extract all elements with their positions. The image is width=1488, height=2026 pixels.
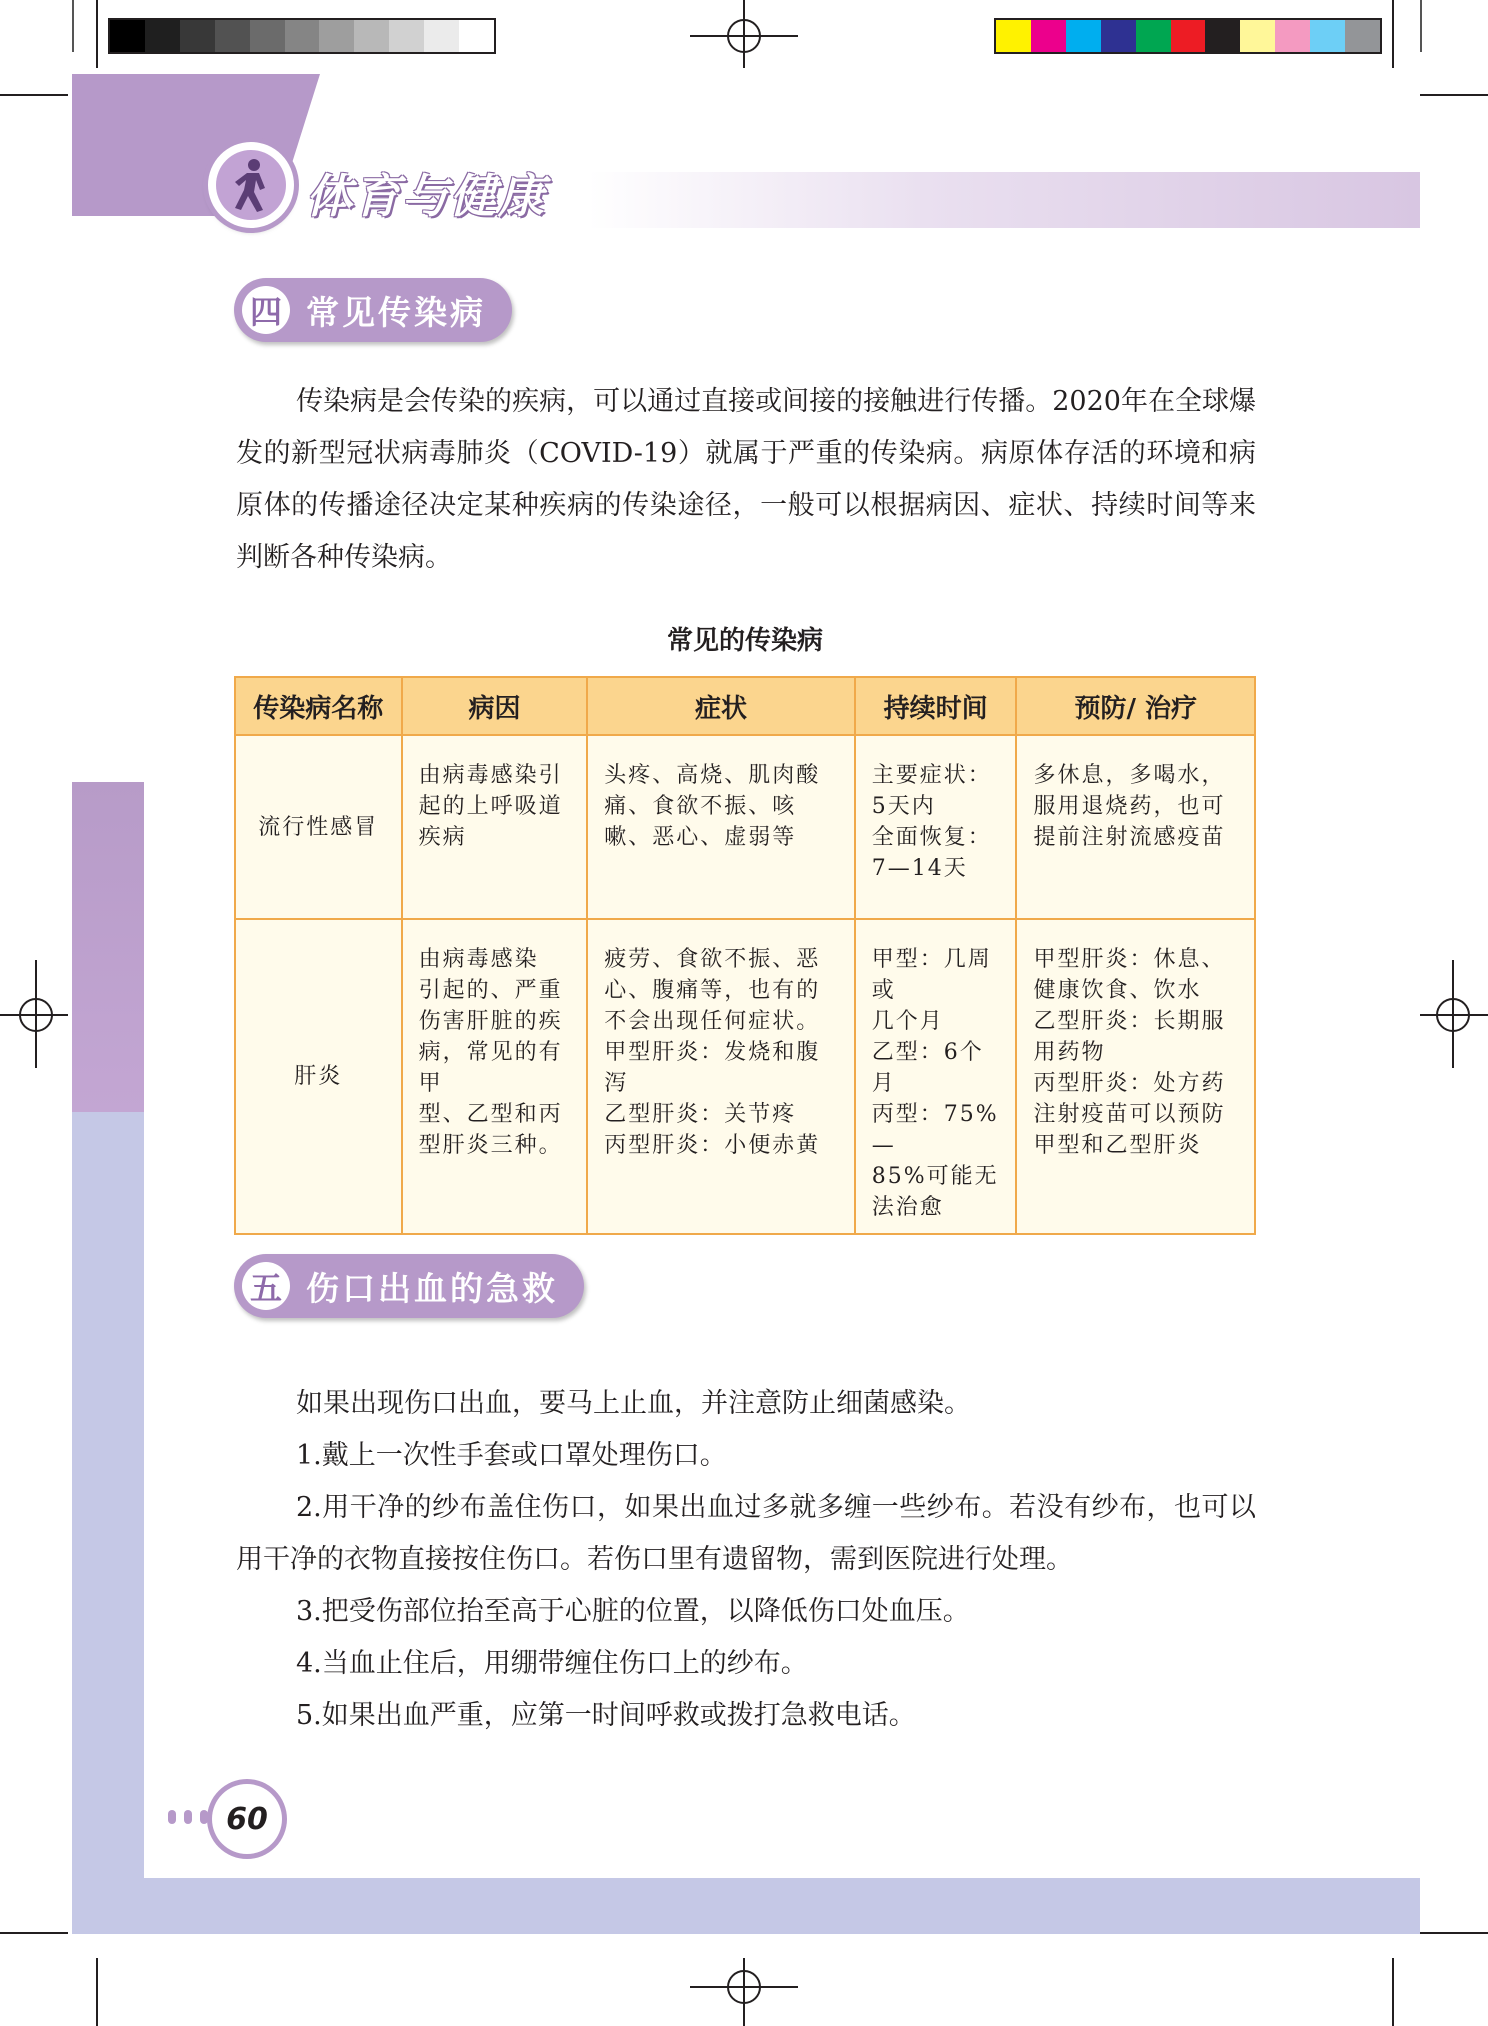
color-swatch	[319, 20, 354, 52]
column-header: 持续时间	[855, 677, 1017, 735]
cell-line: 健康饮食、饮水	[1033, 978, 1202, 1003]
section-title: 常见传染病	[306, 292, 486, 332]
cell-line: 疾病	[418, 825, 467, 850]
crop-mark	[0, 94, 68, 96]
duration-cell	[855, 919, 1017, 1234]
cause-cell	[402, 735, 588, 919]
color-swatch	[354, 20, 389, 52]
trim-line	[1420, 0, 1422, 52]
cell-line: 起的上呼吸道	[418, 794, 563, 819]
crop-mark	[1420, 94, 1488, 96]
cell-line: 7—14天	[871, 856, 968, 881]
column-header: 症状	[587, 677, 854, 735]
section5-intro: 如果出现伤口出血，要马上止血，并注意防止细菌感染。	[296, 1388, 971, 1419]
column-header: 传染病名称	[235, 677, 402, 735]
cell-line: 乙型肝炎：长期服	[1033, 1009, 1226, 1034]
cell-line: 丙型肝炎：处方药	[1033, 1071, 1226, 1096]
color-swatch	[996, 20, 1031, 52]
duration-cell	[855, 735, 1017, 919]
color-swatch	[1066, 20, 1101, 52]
disease-name: 肝炎	[235, 919, 402, 1234]
color-swatch-strip	[994, 18, 1382, 54]
cell-line: 伤害肝脏的疾	[418, 1009, 563, 1034]
page-number: 60	[212, 1784, 282, 1854]
color-swatch	[250, 20, 285, 52]
first-aid-step: 5.如果出血严重，应第一时间呼救或拨打急救电话。	[296, 1700, 916, 1731]
cell-line: 痛、食欲不振、咳	[604, 794, 797, 819]
cell-line: 由病毒感染	[418, 947, 539, 972]
cell-line: 病，常见的有甲	[418, 1040, 563, 1096]
cell-line: 注射疫苗可以预防	[1033, 1102, 1226, 1127]
section-number: 五	[242, 1262, 290, 1310]
symptoms-cell	[587, 735, 854, 919]
section-title: 伤口出血的急救	[306, 1268, 558, 1308]
cell-line: 法治愈	[871, 1195, 944, 1220]
first-aid-step: 1.戴上一次性手套或口罩处理伤口。	[296, 1440, 727, 1471]
gray-swatch-strip	[108, 18, 496, 54]
column-header: 预防/ 治疗	[1016, 677, 1255, 735]
cell-line: 嗽、恶心、虚弱等	[604, 825, 797, 850]
section-number: 四	[242, 286, 290, 334]
treatment-cell	[1016, 919, 1255, 1234]
color-swatch	[1171, 20, 1206, 52]
symptoms-cell	[587, 919, 854, 1234]
cell-line: 服用退烧药，也可	[1033, 794, 1226, 819]
color-swatch	[424, 20, 459, 52]
color-swatch	[1205, 20, 1240, 52]
athlete-icon	[227, 158, 275, 212]
cell-line: 主要症状：	[871, 763, 992, 788]
trim-line	[72, 0, 74, 52]
cell-line: 全面恢复：	[871, 825, 992, 850]
color-swatch	[459, 20, 494, 52]
crop-mark	[96, 1958, 98, 2026]
cell-line: 5天内	[871, 794, 936, 819]
treatment-cell	[1016, 735, 1255, 919]
color-swatch	[1136, 20, 1171, 52]
cell-line: 乙型：6个月	[871, 1040, 984, 1096]
crop-mark	[0, 1932, 68, 1934]
crop-mark	[96, 0, 98, 68]
cell-line: 甲型和乙型肝炎	[1033, 1133, 1202, 1158]
cell-line: 甲型：几周或	[871, 947, 992, 1003]
cell-line: 型、乙型和丙	[418, 1102, 563, 1127]
disease-name: 流行性感冒	[235, 735, 402, 919]
cell-line: 由病毒感染引	[418, 763, 563, 788]
section-heading-5	[234, 1254, 584, 1318]
page-number-dots	[168, 1810, 208, 1824]
section4-paragraph	[236, 376, 1256, 584]
color-swatch	[389, 20, 424, 52]
crop-mark	[1420, 1932, 1488, 1934]
cell-line: 不会出现任何症状。	[604, 1009, 821, 1034]
color-swatch	[1345, 20, 1380, 52]
color-swatch	[145, 20, 180, 52]
color-swatch	[1101, 20, 1136, 52]
crop-mark	[1392, 1958, 1394, 2026]
bottom-band	[72, 1878, 1420, 1934]
crop-mark	[1392, 0, 1394, 68]
color-swatch	[285, 20, 320, 52]
table-caption: 常见的传染病	[666, 626, 823, 656]
left-side-band-accent	[72, 782, 144, 1112]
cell-line: 提前注射流感疫苗	[1033, 825, 1226, 850]
color-swatch	[1310, 20, 1345, 52]
header-logo	[208, 142, 294, 228]
cell-line: 引起的、严重	[418, 978, 563, 1003]
table-row	[235, 735, 1255, 919]
first-aid-step: 4.当血止住后，用绷带缠住伤口上的纱布。	[296, 1648, 808, 1679]
color-swatch	[1240, 20, 1275, 52]
table-row	[235, 919, 1255, 1234]
section-heading-4	[234, 278, 512, 342]
color-swatch	[215, 20, 250, 52]
paragraph-text: 传染病是会传染的疾病，可以通过直接或间接的接触进行传播。2020年在全球爆发的新型冠状病毒肺炎（COVID-19）就属于严重的传染病。病原体存活的环境和病原体的传播途径决定某种疾病的传染途径，一般可以根据病因、症状、持续时间等来判断各种传染病。	[236, 386, 1256, 573]
cell-line: 疲劳、食欲不振、恶	[604, 947, 821, 972]
header-gradient-bar	[588, 172, 1420, 228]
first-aid-step: 2.用干净的纱布盖住伤口，如果出血过多就多缠一些纱布。若没有纱布，也可以用干净的衣物直接按住伤口。若伤口里有遗留物，需到医院进行处理。	[236, 1492, 1256, 1575]
color-swatch	[1275, 20, 1310, 52]
color-swatch	[180, 20, 215, 52]
color-swatch	[110, 20, 145, 52]
table-header-row	[235, 677, 1255, 735]
infectious-disease-table	[234, 676, 1256, 1235]
column-header: 病因	[402, 677, 588, 735]
cell-line: 型肝炎三种。	[418, 1133, 563, 1158]
cause-cell	[402, 919, 588, 1234]
header-title: 体育与健康	[306, 169, 546, 223]
first-aid-step: 3.把受伤部位抬至高于心脏的位置，以降低伤口处血压。	[296, 1596, 970, 1627]
cell-line: 丙型：75%—	[871, 1102, 999, 1158]
cell-line: 几个月	[871, 1009, 944, 1034]
cell-line: 多休息，多喝水，	[1033, 763, 1226, 788]
cell-line: 心、腹痛等，也有的	[604, 978, 821, 1003]
cell-line: 乙型肝炎：关节疼	[604, 1102, 797, 1127]
cell-line: 85%可能无	[871, 1164, 999, 1189]
cell-line: 丙型肝炎：小便赤黄	[604, 1133, 821, 1158]
cell-line: 头疼、高烧、肌肉酸	[604, 763, 821, 788]
color-swatch	[1031, 20, 1066, 52]
cell-line: 甲型肝炎：休息、	[1033, 947, 1226, 972]
cell-line: 用药物	[1033, 1040, 1106, 1065]
cell-line: 甲型肝炎：发烧和腹泻	[604, 1040, 821, 1096]
